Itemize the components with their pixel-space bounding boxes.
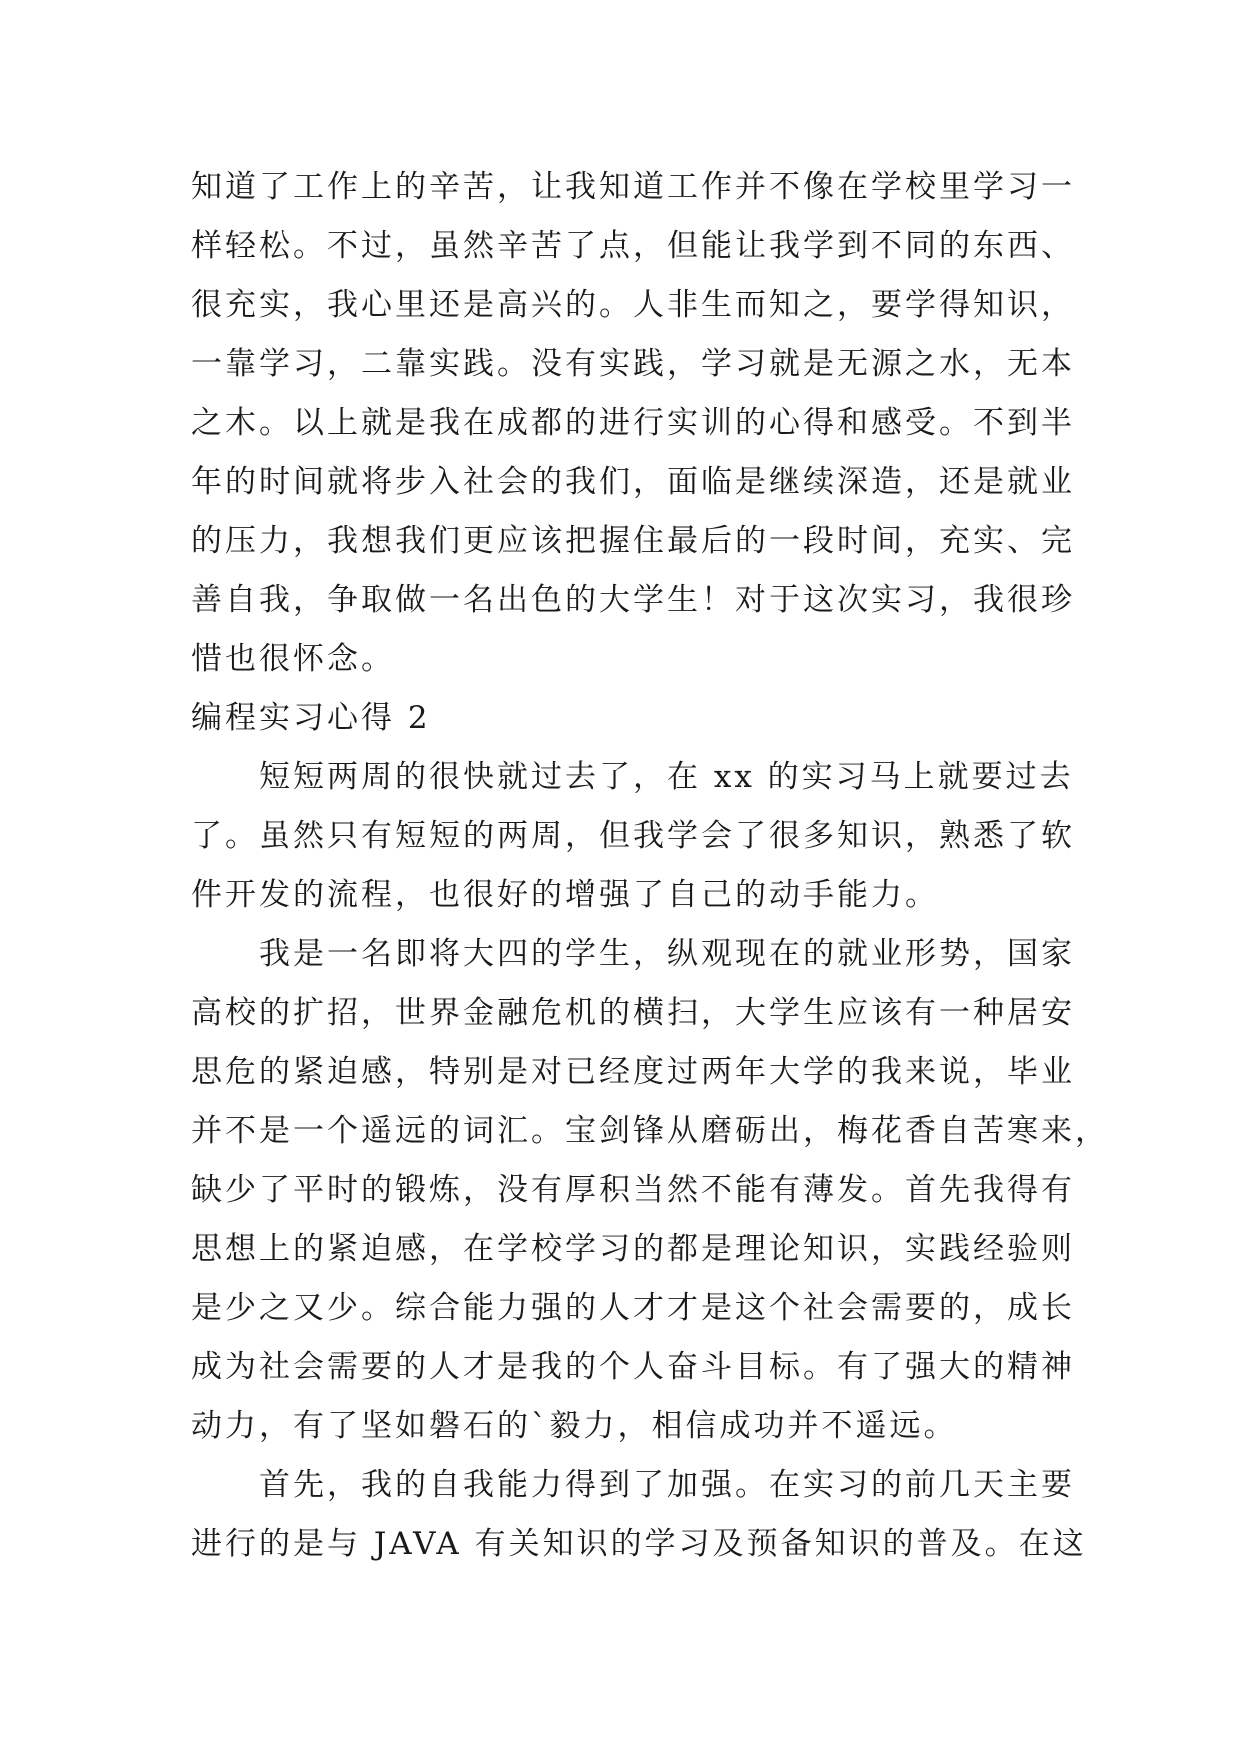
text-line: 首先，我的自我能力得到了加强。在实习的前几天主要	[259, 1467, 1075, 1503]
text-line: 很充实，我心里还是高兴的。人非生而知之，要学得知识，	[191, 287, 1075, 323]
paragraph-1	[191, 158, 1075, 689]
text-line: 我是一名即将大四的学生，纵观现在的就业形势，国家	[259, 936, 1075, 972]
text-line: 缺少了平时的锻炼，没有厚积当然不能有薄发。首先我得有	[191, 1172, 1075, 1208]
text-line: 之木。以上就是我在成都的进行实训的心得和感受。不到半	[191, 405, 1075, 441]
paragraph-4	[191, 1456, 1087, 1574]
text-line: 知道了工作上的辛苦，让我知道工作并不像在学校里学习一	[191, 169, 1075, 205]
text-line: 成为社会需要的人才是我的个人奋斗目标。有了强大的精神	[191, 1349, 1075, 1385]
text-line: 并不是一个遥远的词汇。宝剑锋从磨砺出，梅花香自苦寒来，	[191, 1113, 1109, 1149]
section-heading: 编程实习心得 2	[191, 700, 431, 736]
text-line: 进行的是与 JAVA 有关知识的学习及预备知识的普及。在这	[191, 1526, 1087, 1562]
text-line: 是少之又少。综合能力强的人才才是这个社会需要的，成长	[191, 1290, 1075, 1326]
text-line: 年的时间就将步入社会的我们，面临是继续深造，还是就业	[191, 464, 1075, 500]
text-line: 一靠学习，二靠实践。没有实践，学习就是无源之水，无本	[191, 346, 1075, 382]
text-line: 善自我，争取做一名出色的大学生！对于这次实习，我很珍	[191, 582, 1075, 618]
paragraph-3	[191, 925, 1109, 1456]
text-line: 高校的扩招，世界金融危机的横扫，大学生应该有一种居安	[191, 995, 1075, 1031]
document-body	[191, 158, 1109, 1574]
text-line: 的压力，我想我们更应该把握住最后的一段时间，充实、完	[191, 523, 1075, 559]
text-line: 样轻松。不过，虽然辛苦了点，但能让我学到不同的东西、	[191, 228, 1075, 264]
text-line: 思危的紧迫感，特别是对已经度过两年大学的我来说，毕业	[191, 1054, 1075, 1090]
text-line: 思想上的紧迫感，在学校学习的都是理论知识，实践经验则	[191, 1231, 1075, 1267]
text-line: 了。虽然只有短短的两周，但我学会了很多知识，熟悉了软	[191, 818, 1075, 854]
text-line: 惜也很怀念。	[191, 641, 395, 677]
paragraph-2	[191, 748, 1075, 925]
text-line: 动力，有了坚如磐石的`毅力，相信成功并不遥远。	[191, 1408, 958, 1444]
text-line: 短短两周的很快就过去了，在 xx 的实习马上就要过去	[259, 759, 1074, 795]
text-line: 件开发的流程，也很好的增强了自己的动手能力。	[191, 877, 939, 913]
